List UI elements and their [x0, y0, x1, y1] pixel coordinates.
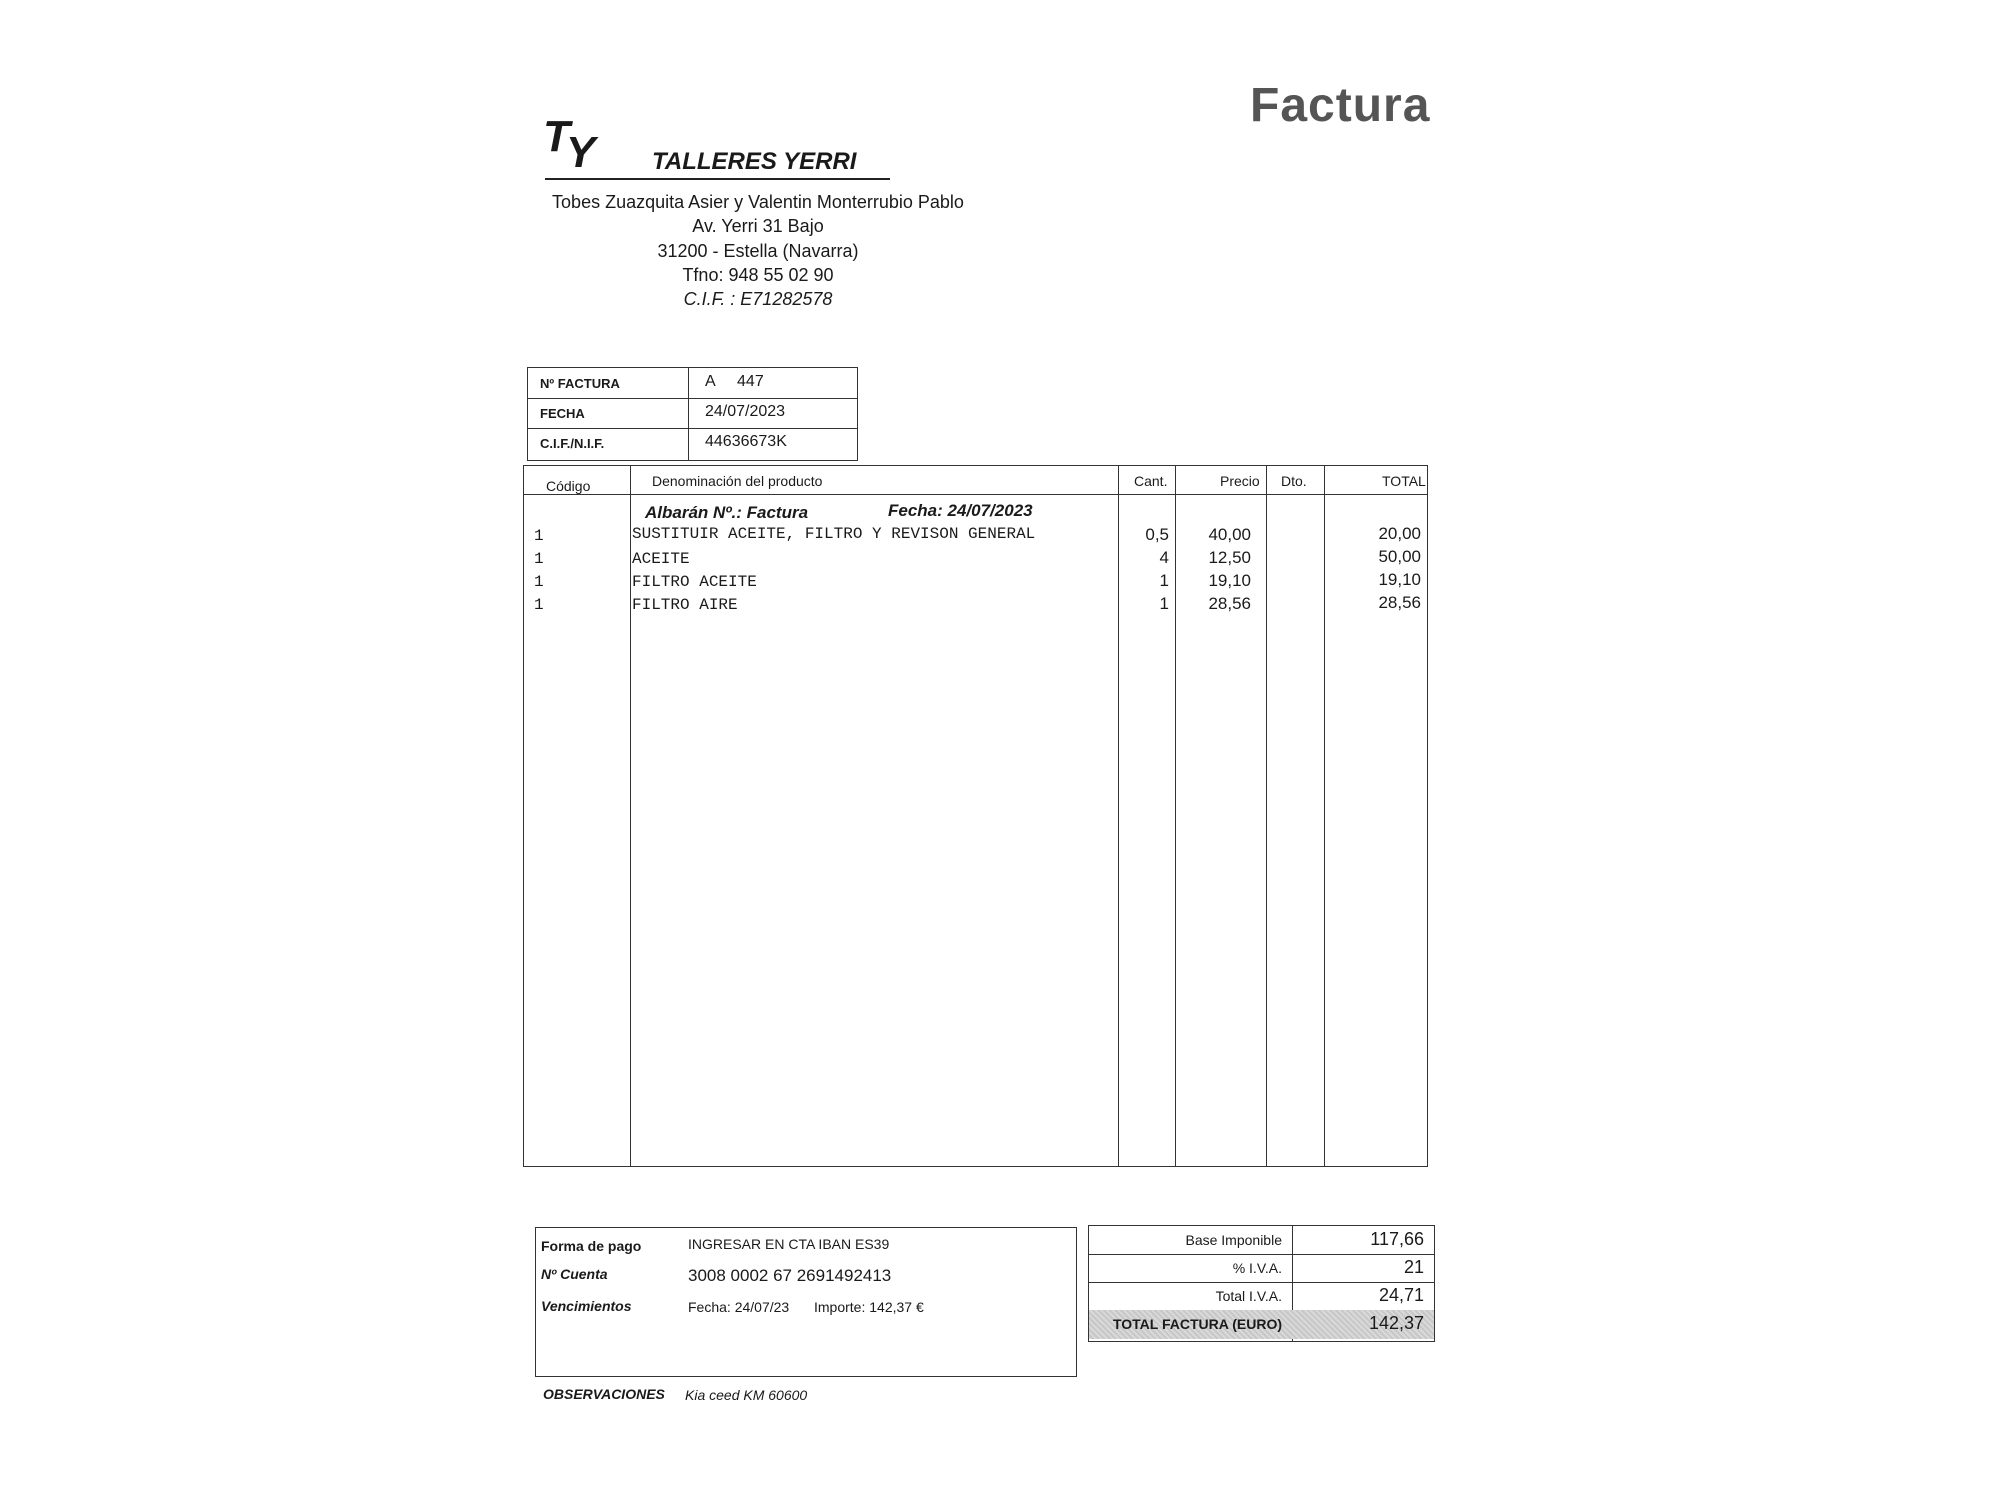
document-title: Factura: [1250, 79, 1431, 132]
table-row: [524, 593, 1427, 618]
table-row: [524, 524, 1427, 549]
header-precio: Precio: [1220, 473, 1260, 489]
iva-total-label: Total I.V.A.: [1215, 1288, 1282, 1304]
client-nif-value: 44636673K: [705, 433, 787, 450]
row-cant: 1: [1159, 571, 1169, 590]
totals-row-iva-pct: [1089, 1254, 1434, 1283]
payment-method-value: INGRESAR EN CTA IBAN ES39: [688, 1236, 890, 1252]
header-codigo: Código: [546, 478, 591, 494]
grand-total-label: TOTAL FACTURA (EURO): [1112, 1316, 1282, 1332]
info-row-nif: [528, 428, 857, 458]
client-nif-label: C.I.F./N.I.F.: [540, 436, 605, 451]
row-precio: 28,56: [1208, 594, 1251, 613]
row-total: 50,00: [1378, 547, 1421, 566]
totals-row-iva-total: [1089, 1282, 1434, 1311]
invoice-date-label: FECHA: [540, 406, 585, 421]
invoice-date-value: 24/07/2023: [705, 403, 786, 420]
invoice-number-label: Nº FACTURA: [540, 376, 620, 391]
row-description: SUSTITUIR ACEITE, FILTRO Y REVISON GENERAL: [632, 525, 1036, 543]
base-imponible-label: Base Imponible: [1185, 1232, 1282, 1248]
company-name-underline: [545, 178, 890, 180]
invoice-info-table: [527, 367, 858, 461]
company-phone: Tfno: 948 55 02 90: [682, 265, 834, 285]
info-row-date: [528, 398, 857, 429]
company-logo: [543, 112, 599, 177]
line-items-table: [523, 465, 1428, 1167]
table-row: [524, 570, 1427, 595]
row-cant: 1: [1159, 594, 1169, 613]
payment-method-label: Forma de pago: [541, 1238, 642, 1254]
account-label: Nº Cuenta: [541, 1266, 608, 1282]
company-cif: C.I.F. : E71282578: [683, 289, 833, 309]
observations-label: OBSERVACIONES: [543, 1386, 665, 1402]
row-total: 19,10: [1378, 570, 1421, 589]
due-date: Fecha: 24/07/23: [688, 1299, 790, 1315]
totals-row-base: [1089, 1226, 1434, 1255]
row-precio: 12,50: [1208, 548, 1251, 567]
due-label: Vencimientos: [541, 1298, 632, 1314]
table-header-divider: [524, 494, 1427, 495]
company-city: 31200 - Estella (Navarra): [657, 241, 859, 261]
payment-box: [535, 1227, 1077, 1377]
due-amount: Importe: 142,37 €: [814, 1299, 924, 1315]
company-owners: Tobes Zuazquita Asier y Valentin Monterrubio Pablo: [552, 192, 964, 212]
row-total: 20,00: [1378, 524, 1421, 543]
invoice-number-value: A 447: [705, 373, 764, 390]
row-codigo: 1: [534, 527, 544, 545]
table-row: [524, 547, 1427, 572]
totals-row-grand: [1089, 1310, 1434, 1339]
logo-letter-y: Y: [565, 128, 596, 177]
logo-letter-t: T: [543, 112, 570, 161]
row-codigo: 1: [534, 596, 544, 614]
row-description: FILTRO AIRE: [632, 596, 738, 614]
header-dto: Dto.: [1281, 473, 1307, 489]
header-denominacion: Denominación del producto: [652, 473, 823, 489]
base-imponible-value: 117,66: [1370, 1229, 1424, 1249]
row-precio: 40,00: [1208, 525, 1251, 544]
iva-percent-label: % I.V.A.: [1232, 1260, 1282, 1276]
iva-percent-value: 21: [1403, 1257, 1424, 1277]
header-cant: Cant.: [1134, 473, 1168, 489]
row-description: ACEITE: [632, 550, 690, 568]
row-codigo: 1: [534, 550, 544, 568]
row-cant: 4: [1159, 548, 1169, 567]
row-total: 28,56: [1378, 593, 1421, 612]
row-cant: 0,5: [1145, 525, 1169, 544]
company-name: TALLERES YERRI: [652, 148, 857, 175]
grand-total-value: 142,37: [1368, 1313, 1424, 1333]
account-value: 3008 0002 67 2691492413: [688, 1266, 892, 1285]
observations-value: Kia ceed KM 60600: [685, 1387, 808, 1403]
info-row-number: [528, 368, 857, 399]
company-address: Av. Yerri 31 Bajo: [692, 216, 824, 236]
iva-total-value: 24,71: [1378, 1285, 1424, 1305]
row-codigo: 1: [534, 573, 544, 591]
albaran-date: Fecha: 24/07/2023: [888, 501, 1033, 520]
albaran-number: Albarán Nº.: Factura: [645, 503, 809, 522]
totals-box: [1088, 1225, 1435, 1342]
row-description: FILTRO ACEITE: [632, 573, 757, 591]
header-total: TOTAL: [1382, 473, 1426, 489]
row-precio: 19,10: [1208, 571, 1251, 590]
